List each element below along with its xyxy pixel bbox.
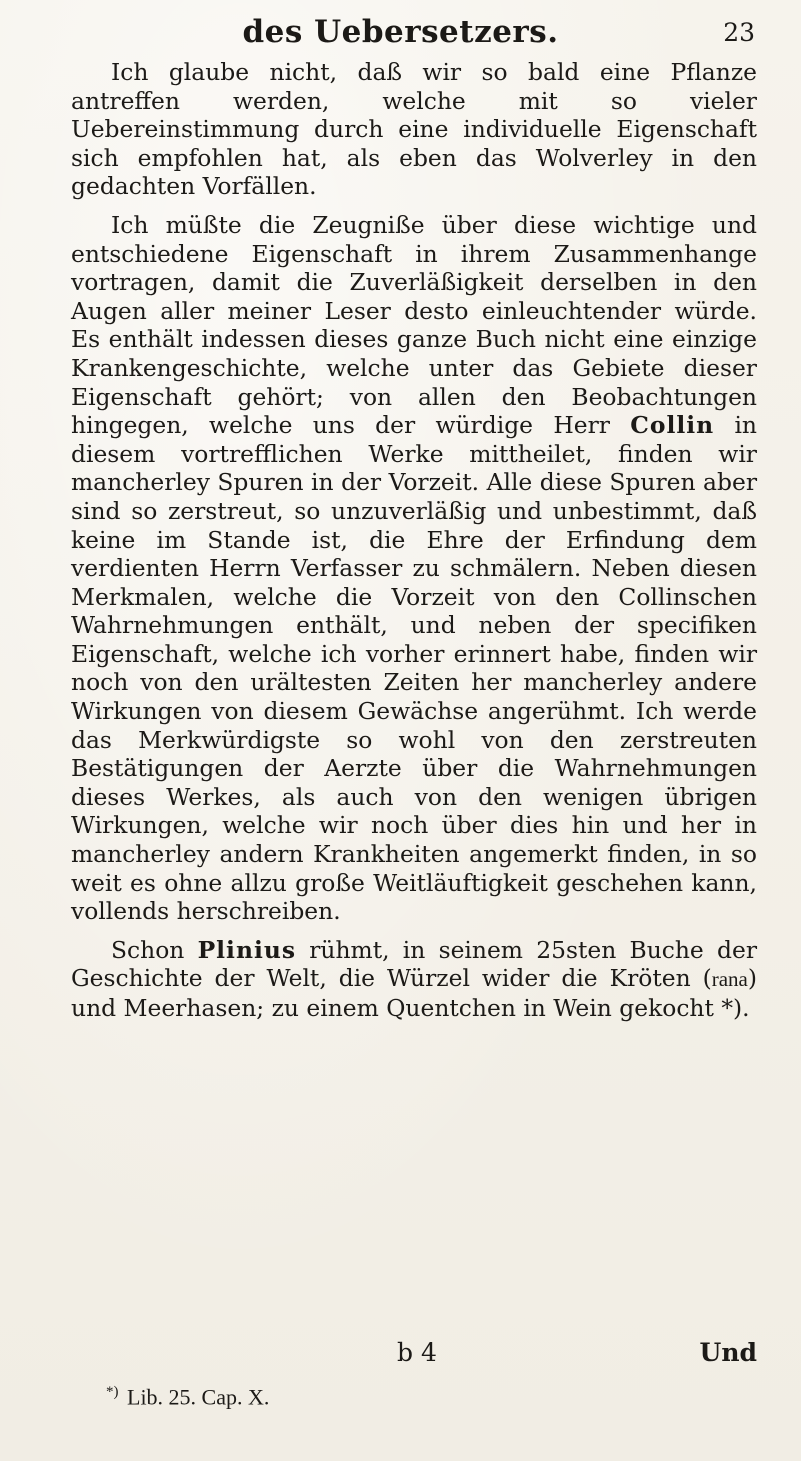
page-number: 23 <box>723 18 755 47</box>
page-header <box>0 10 801 50</box>
catchword: Und <box>699 1338 757 1367</box>
paragraph-2-text-after: in diesem vortrefflichen Werke mittheilet, finden wir mancherley Spuren in der Vorzeit. Alle diese Spuren aber sind so zerstreut, so unzuverläßig und unbestimmt, daß keine im Stande ist, die Ehre der Erfindung dem verdienten Herrn Verfasser zu schmälern. Neben diesen Merkmalen, welche die Vorzeit von den Collinschen Wahrnehmungen enthält, und neben der specifiken Eigenschaft, welche ich vorher erinnert habe, finden wir noch von den urältesten Zeiten her mancherley andere Wirkungen von diesem Gewächse angerühmt. Ich werde das Merkwürdigste so wohl von den zerstreuten Bestätigungen der Aerzte über die Wahrnehmungen dieses Werkes, als auch von den wenigen übrigen Wirkungen, welche wir noch über dies hin und her in mancherley andern Krankheiten angemerkt finden, in so weit es ohne allzu große Weitläuftigkeit geschehen kann, vollends herschreiben. <box>71 411 757 926</box>
paragraph-2-text: Ich müßte die Zeugniße über diese wichtige und entschiedene Eigenschaft in ihrem Zusammenhange vortragen, damit die Zuverläßigkeit derselben in den Augen aller meiner Leser desto einleuchtender würde. Es enthält indessen dieses ganze Buch nicht eine einzige Krankengeschichte, welche unter das Gebiete dieser Eigenschaft gehört; von allen den Beobachtungen hingegen, welche uns der würdige Herr <box>71 210 757 440</box>
paragraph-1 <box>71 58 757 201</box>
paragraph-3 <box>71 936 757 1023</box>
paragraph-3-text: rühmt, in seinem 25sten Buche der Geschichte der Welt, die Würzel wider die Kröten ( <box>71 935 757 993</box>
footnote <box>106 1384 269 1410</box>
paragraph-3-text-before: Schon <box>111 935 198 964</box>
paragraph-1-text: Ich glaube nicht, daß wir so bald eine Pflanze antreffen werden, welche mit so vieler Uebereinstimmung durch eine individuelle Eigenschaft sich empfohlen hat, als eben das Wolverley in den gedachten Vorfällen. <box>71 58 757 201</box>
running-title: des Uebersetzers. <box>242 14 559 50</box>
signature-line <box>71 1338 757 1372</box>
author-name-plinius: Plinius <box>197 935 297 964</box>
author-name-collin: Collin <box>630 411 715 440</box>
signature-mark: b 4 <box>397 1338 437 1367</box>
paragraph-3-text-after: ) und Meerhasen; zu einem Quentchen in Wein gekocht *). <box>71 964 757 1022</box>
footnote-mark: *) <box>106 1384 119 1400</box>
paragraph-2 <box>71 211 757 926</box>
latin-term: rana <box>711 967 748 992</box>
footnote-text: Lib. 25. Cap. X. <box>127 1384 270 1410</box>
body-text <box>71 58 757 1033</box>
